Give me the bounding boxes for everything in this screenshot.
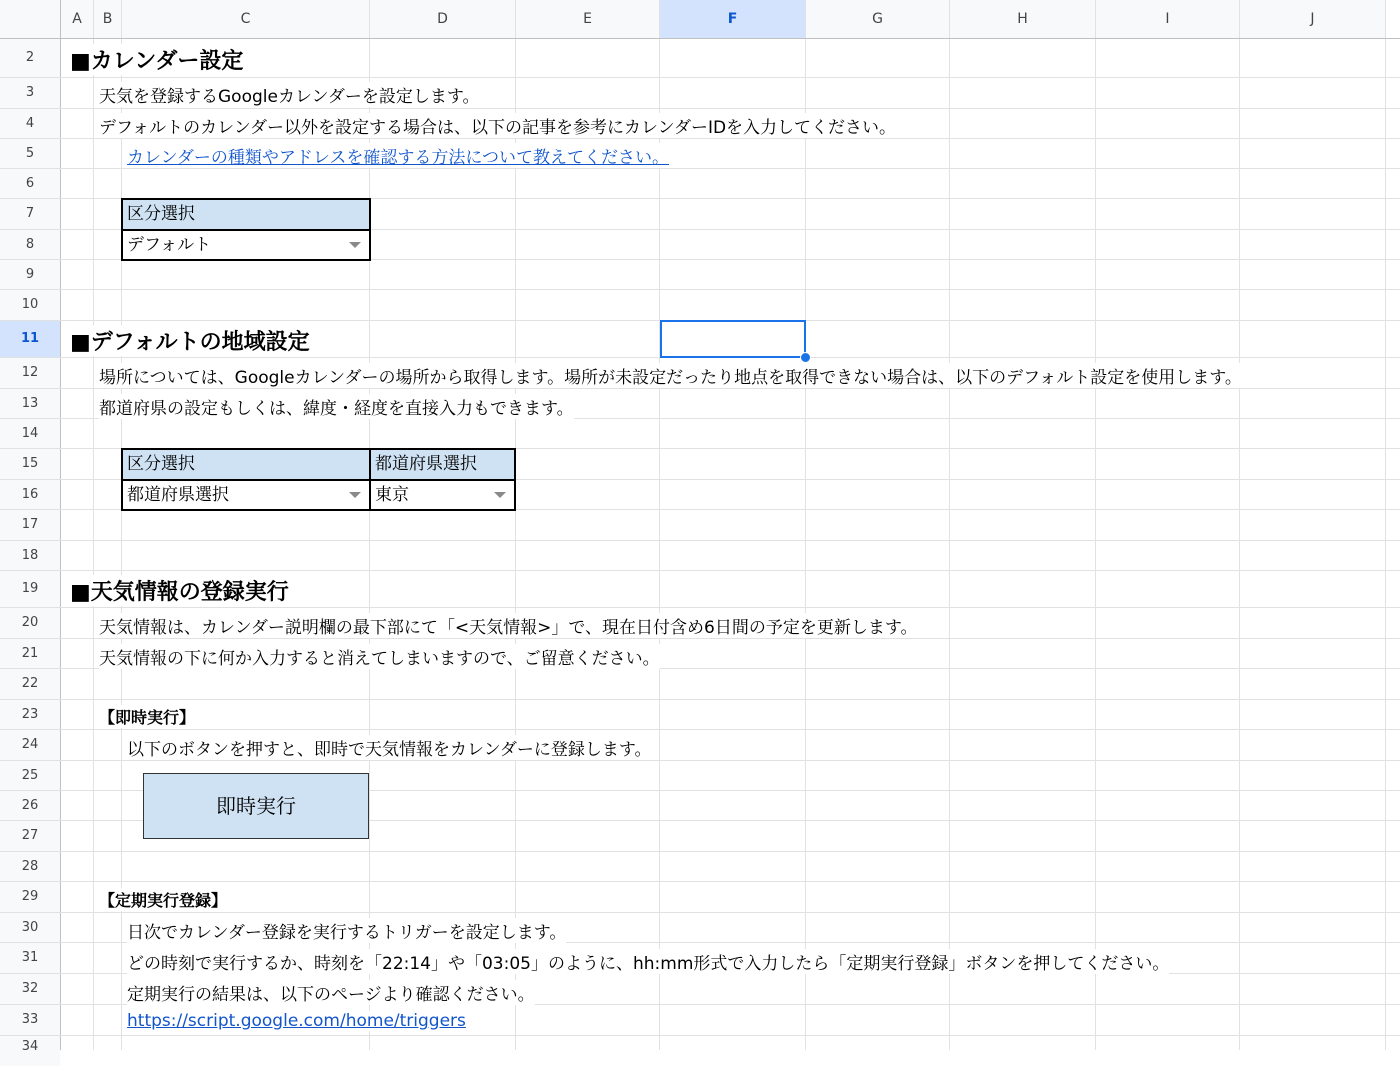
row-header[interactable]: 9 bbox=[0, 260, 60, 290]
section-title-region: ■デフォルトの地域設定 bbox=[70, 325, 310, 356]
row-header[interactable]: 19 bbox=[0, 571, 60, 607]
row-header[interactable]: 17 bbox=[0, 510, 60, 540]
calendar-description-2: デフォルトのカレンダー以外を設定する場合は、以下の記事を参考にカレンダーIDを入力してください。 bbox=[99, 113, 896, 138]
calendar-help-link[interactable]: カレンダーの種類やアドレスを確認する方法について教えてください。 bbox=[127, 143, 669, 168]
calendar-description-1: 天気を登録するGoogleカレンダーを設定します。 bbox=[99, 82, 479, 107]
section-title-calendar: ■カレンダー設定 bbox=[70, 44, 243, 75]
region-description-1: 場所については、Googleカレンダーの場所から取得します。場所が未設定だったり地点を取得できない場合は、以下のデフォルト設定を使用します。 bbox=[99, 363, 1242, 388]
row-header[interactable]: 27 bbox=[0, 821, 60, 851]
row-header[interactable]: 30 bbox=[0, 913, 60, 943]
grid-line bbox=[0, 388, 1400, 389]
row-header[interactable]: 12 bbox=[0, 358, 60, 388]
immediate-description: 以下のボタンを押すと、即時で天気情報をカレンダーに登録します。 bbox=[127, 735, 652, 760]
row-header[interactable]: 15 bbox=[0, 449, 60, 479]
grid-line bbox=[0, 607, 1400, 608]
column-header-j[interactable]: J bbox=[1240, 0, 1385, 38]
region-description-2: 都道府県の設定もしくは、緯度・経度を直接入力もできます。 bbox=[99, 394, 574, 419]
grid-line bbox=[0, 760, 1400, 761]
row-header[interactable]: 5 bbox=[0, 139, 60, 169]
grid-line bbox=[0, 38, 1400, 39]
row-header[interactable]: 25 bbox=[0, 761, 60, 791]
dropdown-arrow-icon[interactable] bbox=[349, 492, 361, 498]
active-cell-selection[interactable] bbox=[660, 320, 806, 358]
row-header[interactable]: 8 bbox=[0, 230, 60, 260]
row-header[interactable]: 23 bbox=[0, 700, 60, 730]
grid-line bbox=[0, 881, 1400, 882]
triggers-link[interactable]: https://script.google.com/home/triggers bbox=[127, 1011, 466, 1031]
scheduled-description-3: 定期実行の結果は、以下のページより確認ください。 bbox=[127, 980, 535, 1005]
calendar-type-value: デフォルト bbox=[127, 235, 212, 255]
grid-line bbox=[0, 912, 1400, 913]
row-header[interactable]: 7 bbox=[0, 199, 60, 229]
row-header[interactable]: 31 bbox=[0, 943, 60, 973]
column-header-b[interactable]: B bbox=[94, 0, 121, 38]
region-type-value: 都道府県選択 bbox=[127, 485, 229, 505]
row-header[interactable]: 22 bbox=[0, 669, 60, 699]
row-header[interactable]: 33 bbox=[0, 1005, 60, 1035]
row-header[interactable]: 32 bbox=[0, 974, 60, 1004]
grid-line bbox=[0, 540, 1400, 541]
fill-handle[interactable] bbox=[800, 352, 811, 363]
column-header-d[interactable]: D bbox=[370, 0, 515, 38]
dropdown-arrow-icon[interactable] bbox=[349, 242, 361, 248]
grid-line bbox=[0, 77, 1400, 78]
prefecture-header: 都道府県選択 bbox=[369, 448, 516, 481]
row-header[interactable]: 10 bbox=[0, 290, 60, 320]
row-header[interactable]: 24 bbox=[0, 730, 60, 760]
grid-line bbox=[93, 0, 94, 1050]
column-header-f[interactable]: F bbox=[660, 0, 805, 38]
row-header[interactable]: 29 bbox=[0, 882, 60, 912]
grid-line bbox=[0, 638, 1400, 639]
immediate-heading: 【即時実行】 bbox=[99, 705, 195, 728]
grid-line bbox=[0, 289, 1400, 290]
grid-line bbox=[1385, 0, 1386, 1050]
section-title-run: ■天気情報の登録実行 bbox=[70, 575, 289, 606]
grid-line bbox=[0, 1035, 1400, 1036]
row-header[interactable]: 13 bbox=[0, 389, 60, 419]
grid-line bbox=[0, 851, 1400, 852]
column-header-e[interactable]: E bbox=[516, 0, 659, 38]
column-header-a[interactable]: A bbox=[61, 0, 93, 38]
row-header[interactable]: 20 bbox=[0, 608, 60, 638]
prefecture-value: 東京 bbox=[375, 485, 409, 505]
region-type-header: 区分選択 bbox=[121, 448, 371, 481]
region-type-dropdown[interactable] bbox=[121, 479, 371, 511]
grid-line bbox=[0, 108, 1400, 109]
calendar-type-header: 区分選択 bbox=[121, 198, 371, 231]
scheduled-description-1: 日次でカレンダー登録を実行するトリガーを設定します。 bbox=[127, 918, 566, 943]
row-header[interactable]: 16 bbox=[0, 480, 60, 510]
grid-line bbox=[0, 570, 1400, 571]
column-header-c[interactable]: C bbox=[122, 0, 369, 38]
scheduled-heading: 【定期実行登録】 bbox=[99, 888, 227, 911]
row-header[interactable]: 28 bbox=[0, 852, 60, 882]
dropdown-arrow-icon[interactable] bbox=[494, 492, 506, 498]
grid-line bbox=[0, 699, 1400, 700]
row-header[interactable]: 4 bbox=[0, 109, 60, 139]
row-header[interactable]: 2 bbox=[0, 39, 60, 77]
column-header-i[interactable]: I bbox=[1096, 0, 1239, 38]
scheduled-description-2: どの時刻で実行するか、時刻を「22:14」や「03:05」のように、hh:mm形式で入力したら「定期実行登録」ボタンを押してください。 bbox=[127, 949, 1169, 974]
calendar-type-dropdown[interactable] bbox=[121, 229, 371, 261]
select-all-corner[interactable] bbox=[0, 0, 60, 38]
grid-line bbox=[60, 0, 61, 1050]
column-header-g[interactable]: G bbox=[806, 0, 949, 38]
row-header[interactable]: 18 bbox=[0, 541, 60, 571]
row-header[interactable]: 6 bbox=[0, 169, 60, 199]
grid-line bbox=[1095, 0, 1096, 1050]
row-header[interactable]: 3 bbox=[0, 78, 60, 108]
row-header[interactable]: 11 bbox=[0, 321, 60, 357]
row-header[interactable]: 26 bbox=[0, 791, 60, 821]
grid-line bbox=[949, 0, 950, 1050]
row-header[interactable]: 21 bbox=[0, 639, 60, 669]
immediate-run-button[interactable]: 即時実行 bbox=[143, 773, 369, 839]
row-header[interactable]: 34 bbox=[0, 1036, 60, 1066]
grid-line bbox=[805, 0, 806, 1050]
run-description-2: 天気情報の下に何か入力すると消えてしまいますので、ご留意ください。 bbox=[99, 644, 660, 669]
prefecture-dropdown[interactable] bbox=[369, 479, 516, 511]
grid-line bbox=[0, 168, 1400, 169]
grid-line bbox=[0, 729, 1400, 730]
run-description-1: 天気情報は、カレンダー説明欄の最下部にて「<天気情報>」で、現在日付含め6日間の予定を更新します。 bbox=[99, 613, 918, 638]
grid-line bbox=[1239, 0, 1240, 1050]
row-header[interactable]: 14 bbox=[0, 419, 60, 449]
column-header-h[interactable]: H bbox=[950, 0, 1095, 38]
grid-line bbox=[0, 138, 1400, 139]
